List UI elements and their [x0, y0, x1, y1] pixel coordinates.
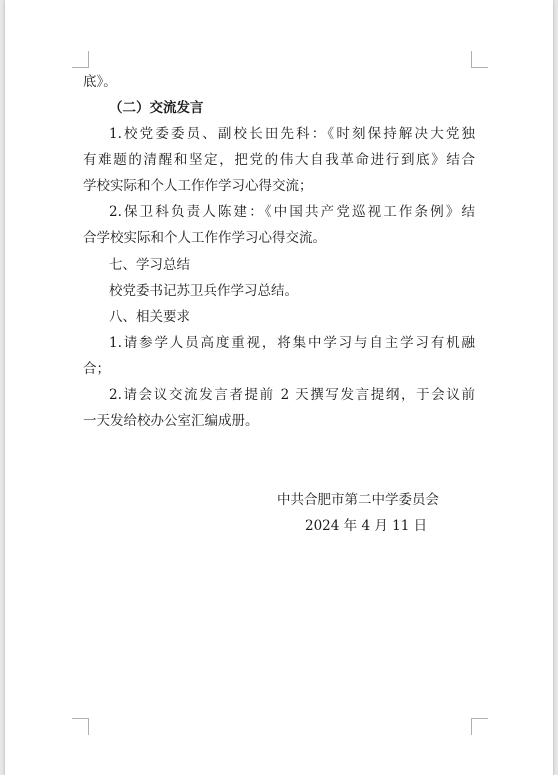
- paragraph-line: 合；: [83, 361, 110, 377]
- paragraph-line: 1.请参学人员高度重视，将集中学习与自主学习有机融: [109, 335, 475, 351]
- signature-date: 2024 年 4 月 11 日: [305, 518, 428, 534]
- paragraph-line: 2.保卫科负责人陈建：《中国共产党巡视工作条例》结: [109, 204, 475, 220]
- section-heading: 八、相关要求: [109, 309, 190, 325]
- section-heading: 七、学习总结: [109, 257, 190, 273]
- section-heading: （二）交流发言: [109, 100, 204, 116]
- margin-corner-bottom-right: [471, 718, 488, 735]
- paragraph-line: 合学校实际和个人工作作学习心得交流。: [83, 230, 326, 246]
- document-page: [5, 0, 553, 775]
- paragraph-line: 1.校党委委员、副校长田先科：《时刻保持解决大党独: [109, 126, 475, 142]
- paragraph-line: 校党委书记苏卫兵作学习总结。: [109, 283, 298, 299]
- paragraph-line: 有难题的清醒和坚定，把党的伟大自我革命进行到底》结合: [83, 152, 475, 168]
- signature-organization: 中共合肥市第二中学委员会: [277, 492, 439, 508]
- paragraph-line: 底》。: [83, 74, 117, 90]
- paragraph-line: 一天发给校办公室汇编成册。: [83, 413, 259, 429]
- margin-corner-top-right: [471, 51, 488, 68]
- margin-corner-bottom-left: [72, 718, 89, 735]
- paragraph-line: 学校实际和个人工作作学习心得交流；: [83, 178, 313, 194]
- margin-corner-top-left: [72, 51, 89, 68]
- paragraph-line: 2.请会议交流发言者提前 2 天撰写发言提纲，于会议前: [109, 387, 475, 403]
